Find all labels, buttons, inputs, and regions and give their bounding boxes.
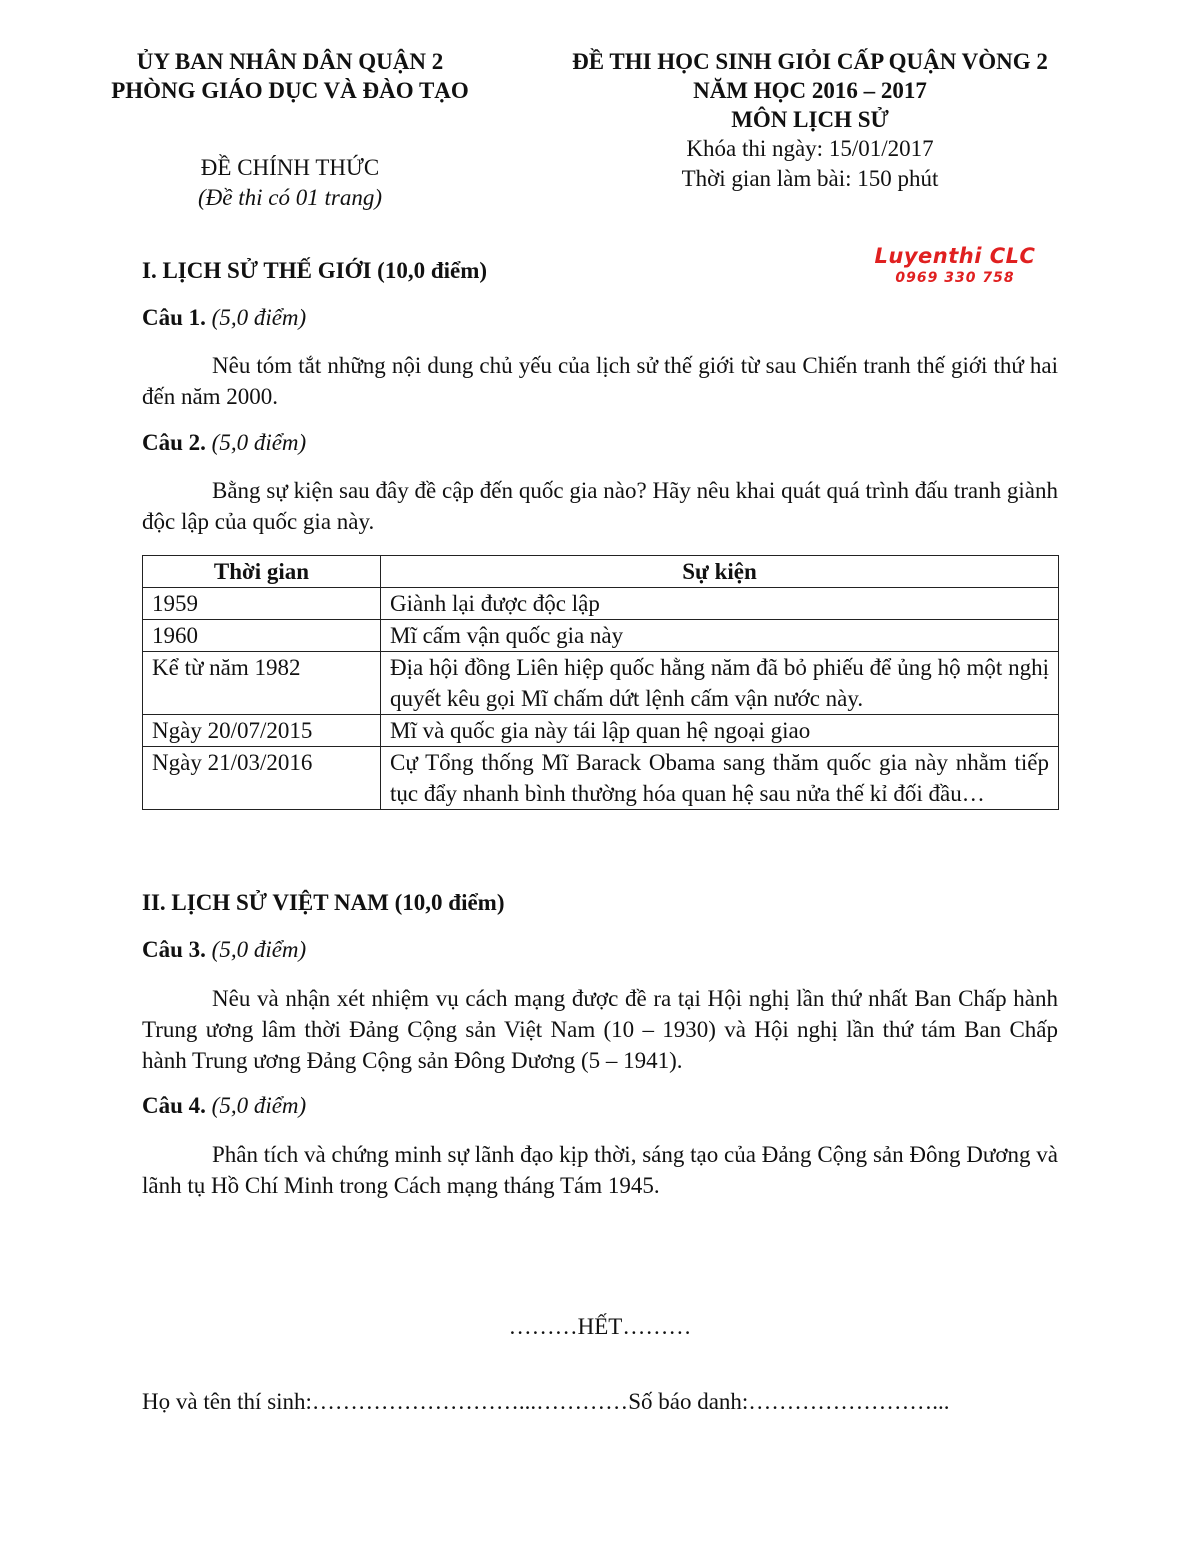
question-1-text: Nêu tóm tắt những nội dung chủ yếu của lịch sử thế giới từ sau Chiến tranh thế giới thứ hai đến năm 2000. xyxy=(142,353,1058,409)
table-header-event: Sự kiện xyxy=(381,556,1059,588)
section-1-title: I. LỊCH SỬ THẾ GIỚI (10,0 điểm) xyxy=(142,258,488,283)
question-3-heading xyxy=(142,937,306,963)
events-table xyxy=(142,555,1059,810)
question-4-heading xyxy=(142,1093,306,1119)
exam-title-line-2: NĂM HỌC 2016 – 2017 xyxy=(693,78,927,103)
candidate-name-field: Họ và tên thí sinh:………………………...………… xyxy=(142,1389,629,1414)
question-4-text: Phân tích và chứng minh sự lãnh đạo kịp thời, sáng tạo của Đảng Cộng sản Đông Dương và lãnh tụ Hồ Chí Minh trong Cách mạng tháng Tám 1945. xyxy=(142,1142,1058,1198)
table-cell-event: Mĩ cấm vận quốc gia này xyxy=(381,620,1059,652)
question-2-label: Câu 2. xyxy=(142,430,206,455)
table-cell-date: Ngày 20/07/2015 xyxy=(143,715,381,747)
exam-duration: Thời gian làm bài: 150 phút xyxy=(681,166,939,191)
question-3-label: Câu 3. xyxy=(142,937,206,962)
question-1-points: (5,0 điểm) xyxy=(211,305,307,330)
watermark-logo xyxy=(845,244,1065,290)
question-1-label: Câu 1. xyxy=(142,305,206,330)
table-header-row xyxy=(143,556,1059,588)
official-label: ĐỀ CHÍNH THỨC xyxy=(200,155,380,180)
question-1-heading xyxy=(142,305,306,331)
logo-phone: 0969 330 758 xyxy=(895,270,1015,286)
question-2-text: Bằng sự kiện sau đây đề cập đến quốc gia nào? Hãy nêu khai quát quá trình đấu tranh giành độc lập của quốc gia này. xyxy=(142,478,1058,534)
exam-meta-block xyxy=(600,134,1020,194)
exam-date: Khóa thi ngày: 15/01/2017 xyxy=(686,136,934,161)
exam-title-block xyxy=(520,47,1100,134)
logo-name: Luyenthi CLC xyxy=(874,244,1036,268)
page-count: (Đề thi có 01 trang) xyxy=(198,185,382,210)
question-2-points: (5,0 điểm) xyxy=(211,430,307,455)
table-cell-date: Ngày 21/03/2016 xyxy=(143,747,381,810)
table-cell-event: Cự Tổng thống Mĩ Barack Obama sang thăm quốc gia này nhằm tiếp tục đẩy nhanh bình thường hóa quan hệ sau nửa thế kỉ đối đầu… xyxy=(381,747,1059,810)
question-2-heading xyxy=(142,430,306,456)
candidate-id-field: Số báo danh:……………………... xyxy=(628,1389,950,1414)
table-row xyxy=(143,747,1059,810)
table-row xyxy=(143,588,1059,620)
table-cell-date: Kể từ năm 1982 xyxy=(143,652,381,715)
table-cell-event: Mĩ và quốc gia này tái lập quan hệ ngoại giao xyxy=(381,715,1059,747)
end-mark: ………HẾT……… xyxy=(508,1314,692,1339)
issuer-line-1: ỦY BAN NHÂN DÂN QUẬN 2 xyxy=(136,49,444,74)
candidate-info-line xyxy=(142,1389,1142,1415)
exam-subject: MÔN LỊCH SỬ xyxy=(731,107,889,132)
issuer-block xyxy=(60,47,520,105)
issuer-line-2: PHÒNG GIÁO DỤC VÀ ĐÀO TẠO xyxy=(111,78,469,103)
exam-title-line-1: ĐỀ THI HỌC SINH GIỎI CẤP QUẬN VÒNG 2 xyxy=(572,49,1048,74)
table-row xyxy=(143,715,1059,747)
table-row xyxy=(143,652,1059,715)
section-2-title: II. LỊCH SỬ VIỆT NAM (10,0 điểm) xyxy=(142,890,505,915)
question-3-points: (5,0 điểm) xyxy=(211,937,307,962)
official-block xyxy=(120,153,460,213)
table-cell-date: 1959 xyxy=(143,588,381,620)
table-cell-event: Giành lại được độc lập xyxy=(381,588,1059,620)
question-4-points: (5,0 điểm) xyxy=(211,1093,307,1118)
question-4-label: Câu 4. xyxy=(142,1093,206,1118)
table-row xyxy=(143,620,1059,652)
table-header-date: Thời gian xyxy=(143,556,381,588)
table-cell-event: Địa hội đồng Liên hiệp quốc hằng năm đã bỏ phiếu để ủng hộ một nghị quyết kêu gọi Mĩ chấm dứt lệnh cấm vận nước này. xyxy=(381,652,1059,715)
table-cell-date: 1960 xyxy=(143,620,381,652)
question-3-text: Nêu và nhận xét nhiệm vụ cách mạng được đề ra tại Hội nghị lần thứ nhất Ban Chấp hành Trung ương lâm thời Đảng Cộng sản Việt Nam (10 – 1930) và Hội nghị lần thứ tám Ban Chấp hành Trung ương Đảng Cộng sản Đông Dương (5 – 1941). xyxy=(142,986,1058,1073)
